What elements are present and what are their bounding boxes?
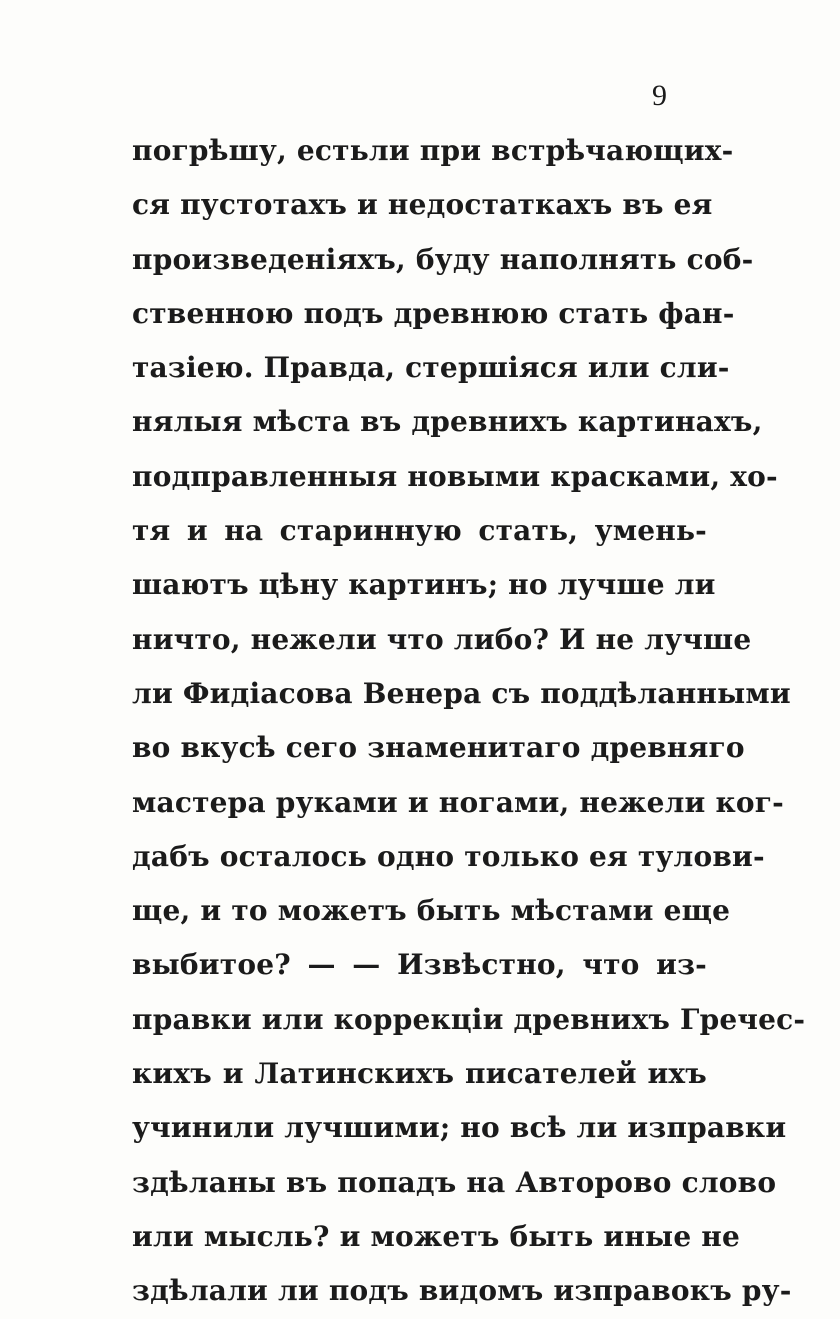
text-line: ственною подъ древнюю стать фан- [132,296,735,330]
text-line: ли Фидiасова Венера съ поддѣланными [132,676,791,710]
text-line: учинили лучшими; но всѣ ли изправки [132,1111,787,1145]
text-line: тазiею. Правда, стершiяся или сли- [132,351,730,385]
text-line: кихъ и Латинскихъ писателей ихъ [132,1057,707,1091]
text-line: тя и на старинную стать, умень- [132,514,707,548]
text-line: выбитое? — — Извѣстно, что из- [132,948,707,982]
text-line: ничто, нежели что либо? И не лучше [132,622,752,656]
text-line: произведенiяхъ, буду наполнять соб- [132,242,754,276]
text-line: во вкусѣ сего знаменитаго древняго [132,731,745,765]
body-text [132,124,806,1319]
text-line: здѣлали ли подъ видомъ изправокъ ру- [132,1274,792,1308]
text-line: подправленныя новыми красками, хо- [132,459,778,493]
text-line: шаютъ цѣну картинъ; но лучше ли [132,568,716,602]
text-line: правки или коррекцiи древнихъ Гречес- [132,1002,806,1036]
text-line: ся пустотахъ и недостаткахъ въ ея [132,188,713,222]
text-line: дабъ осталось одно только ея тулови- [132,839,765,873]
text-line: ще, и то можетъ быть мѣстами еще [132,894,731,928]
text-line: нялыя мѣста въ древнихъ картинахъ, [132,405,763,439]
text-line: погрѣшу, естьли при встрѣчающих- [132,134,734,167]
text-line: здѣланы въ попадъ на Авторово слово [132,1165,777,1199]
text-line: мастера руками и ногами, нежели ког- [132,785,784,819]
text-line: или мысль? и можетъ быть иные не [132,1219,740,1253]
page-number: 9 [652,79,667,112]
